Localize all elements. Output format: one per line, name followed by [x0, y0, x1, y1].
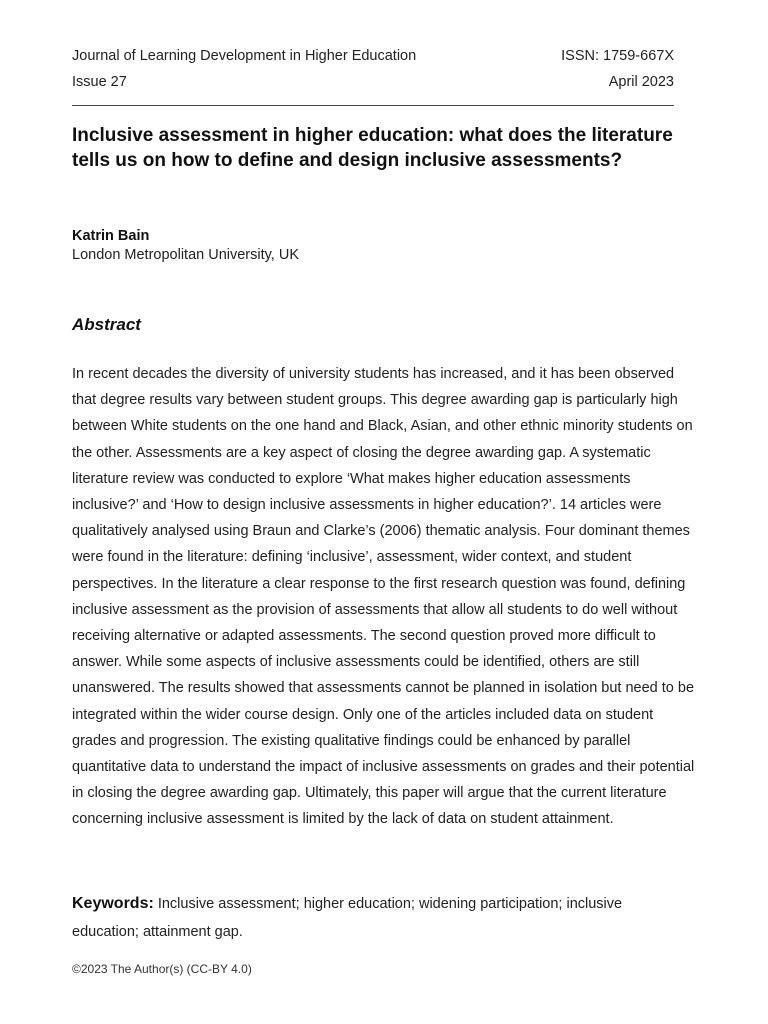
issn: ISSN: 1759-667X: [561, 48, 674, 64]
author-block: [72, 227, 692, 265]
keywords-text: Inclusive assessment; higher education; widening participation; inclusive education; attainment gap.: [72, 896, 623, 940]
abstract-heading: Abstract: [72, 315, 141, 334]
header-divider: [72, 105, 674, 106]
copyright-footer: ©2023 The Author(s) (CC-BY 4.0): [72, 962, 252, 976]
header-row-bottom: [72, 72, 674, 98]
page-header: [72, 46, 674, 98]
keywords-label: Keywords:: [72, 895, 154, 912]
journal-name: Journal of Learning Development in Higher Education: [72, 48, 417, 64]
publication-date: April 2023: [608, 74, 674, 90]
abstract-text: In recent decades the diversity of university students has increased, and it has been observed that degree results vary between student groups. This degree awarding gap is particularly high between White students on the one hand and Black, Asian, and other ethnic minority students on the other. Assessments are a key aspect of closing the degree awarding gap. A systematic literature review was conducted to explore ‘What makes higher education assessments inclusive?’ and ‘How to design inclusive assessments in higher education?’. 14 articles were qualitatively analysed using Braun and Clarke’s (2006) thematic analysis. Four dominant themes were found in the literature: defining ‘inclusive’, assessment, wider context, and student perspectives. In the literature a clear response to the first research question was found, defining inclusive assessment as the provision of assessments that allow all students to do well without receiving alternative or adapted assessments. The second question proved more difficult to answer. While some aspects of inclusive assessments could be identified, others are still unanswered. The results showed that assessments cannot be planned in isolation but need to be integrated within the wider course design. Only one of the articles included data on student grades and progression. The existing qualitative findings could be enhanced by parallel quantitative data to understand the impact of inclusive assessments on grades and their potential in closing the degree awarding gap. Ultimately, this paper will argue that the current literature concerning inclusive assessment is limited by the lack of data on student attainment.: [72, 366, 695, 828]
keywords: [72, 890, 692, 946]
issue-number: Issue 27: [72, 74, 127, 90]
author-affiliation: London Metropolitan University, UK: [72, 247, 300, 263]
author-name: Katrin Bain: [72, 228, 150, 244]
article-title: Inclusive assessment in higher education: what does the literature tells us on how to define and design inclusive assessments?: [72, 125, 673, 171]
header-row-top: [72, 46, 674, 72]
